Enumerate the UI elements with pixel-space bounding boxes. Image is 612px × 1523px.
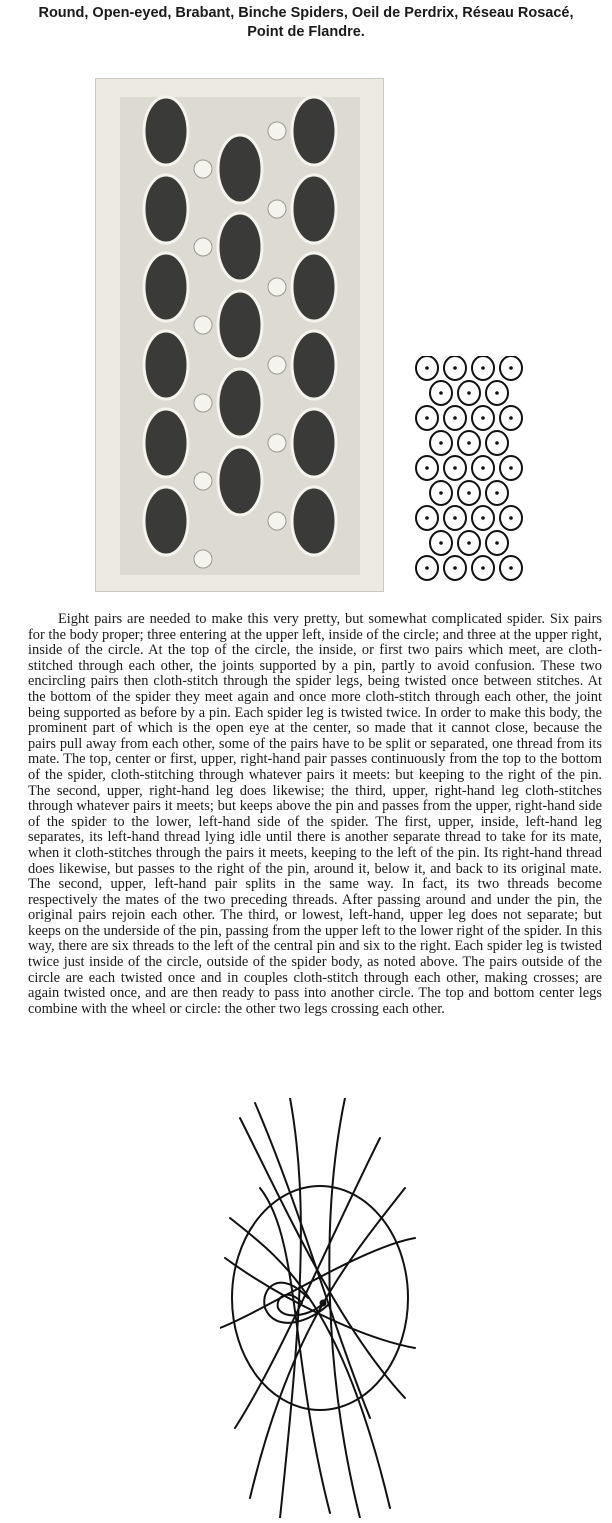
lace-photograph [95,78,384,592]
body-paragraph: Eight pairs are needed to make this very pretty, but somewhat complicated spider. Six pairs for the body proper; three entering at the upper left, inside of the circle; and three at the upper right, inside of the circle. At the top of the circle, the inside, or first two pairs which meet, are cloth-stitched through each other, the joints supported by a pin, partly to avoid confusion. These two encircling pairs then cloth-stitch through the spider legs, being twisted once between stitches. At the bottom of the spider they meet again and once more cloth-stitch through each other, the joint being supported as before by a pin. Each spider leg is twisted twice. In order to make this body, the prominent part of which is the open eye at the center, so made that it cannot close, because the pairs pull away from each other, some of the pairs have to be split or separated, one thread from its mate. The top, center or first, upper, right-hand pair passes continuously from the top to the bottom of the spider, cloth-stitching through whatever pairs it meets: but keeping to the right of the pin. The second, upper, right-hand leg does likewise; the third, upper, right-hand leg cloth-stitches through whatever pairs it meets; but keeps above the pin and passes from the upper, right-hand side of the spider to the lower, left-hand side of the spider. The first, upper, inside, left-hand leg separates, its left-hand thread lying idle until there is another separate thread to take for its mate, when it cloth-stitches through the pairs it meets, keeping to the left of the pin. Its right-hand thread does likewise, but passes to the right of the pin, around it, below it, and back to its original mate. The second, upper, left-hand pair splits in the same way. In fact, its two threads become respectively the mates of the two preceding threads. After passing around and under the pin, the original pairs rejoin each other. The third, or lowest, left-hand, upper leg does not separate; but keeps on the underside of the pin, passing from the upper left to the lower right of the spider. In this way, there are six threads to the left of the central pin and six to the right. Each spider leg is twisted twice just inside of the circle, outside of the spider body, as noted above. The pairs outside of the circle are each twisted once and in couples cloth-stitch through each other, making crosses; are again twisted once, and are then ready to pass into another circle. The top and bottom center legs combine with the wheel or circle: the other two legs crossing each other. [28,611,602,1017]
page-title [0,4,612,42]
lace-pattern-diagram [413,356,530,584]
lace-pattern-diagram-icon [413,356,530,584]
page-title-line-2: Point de Flandre. [247,24,365,40]
lace-photograph-icon [96,79,383,591]
spider-thread-diagram-icon [220,1098,420,1518]
spider-diagram [220,1098,420,1518]
page-title-line-1: Round, Open-eyed, Brabant, Binche Spiders, Oeil de Perdrix, Réseau Rosacé, [38,5,574,21]
